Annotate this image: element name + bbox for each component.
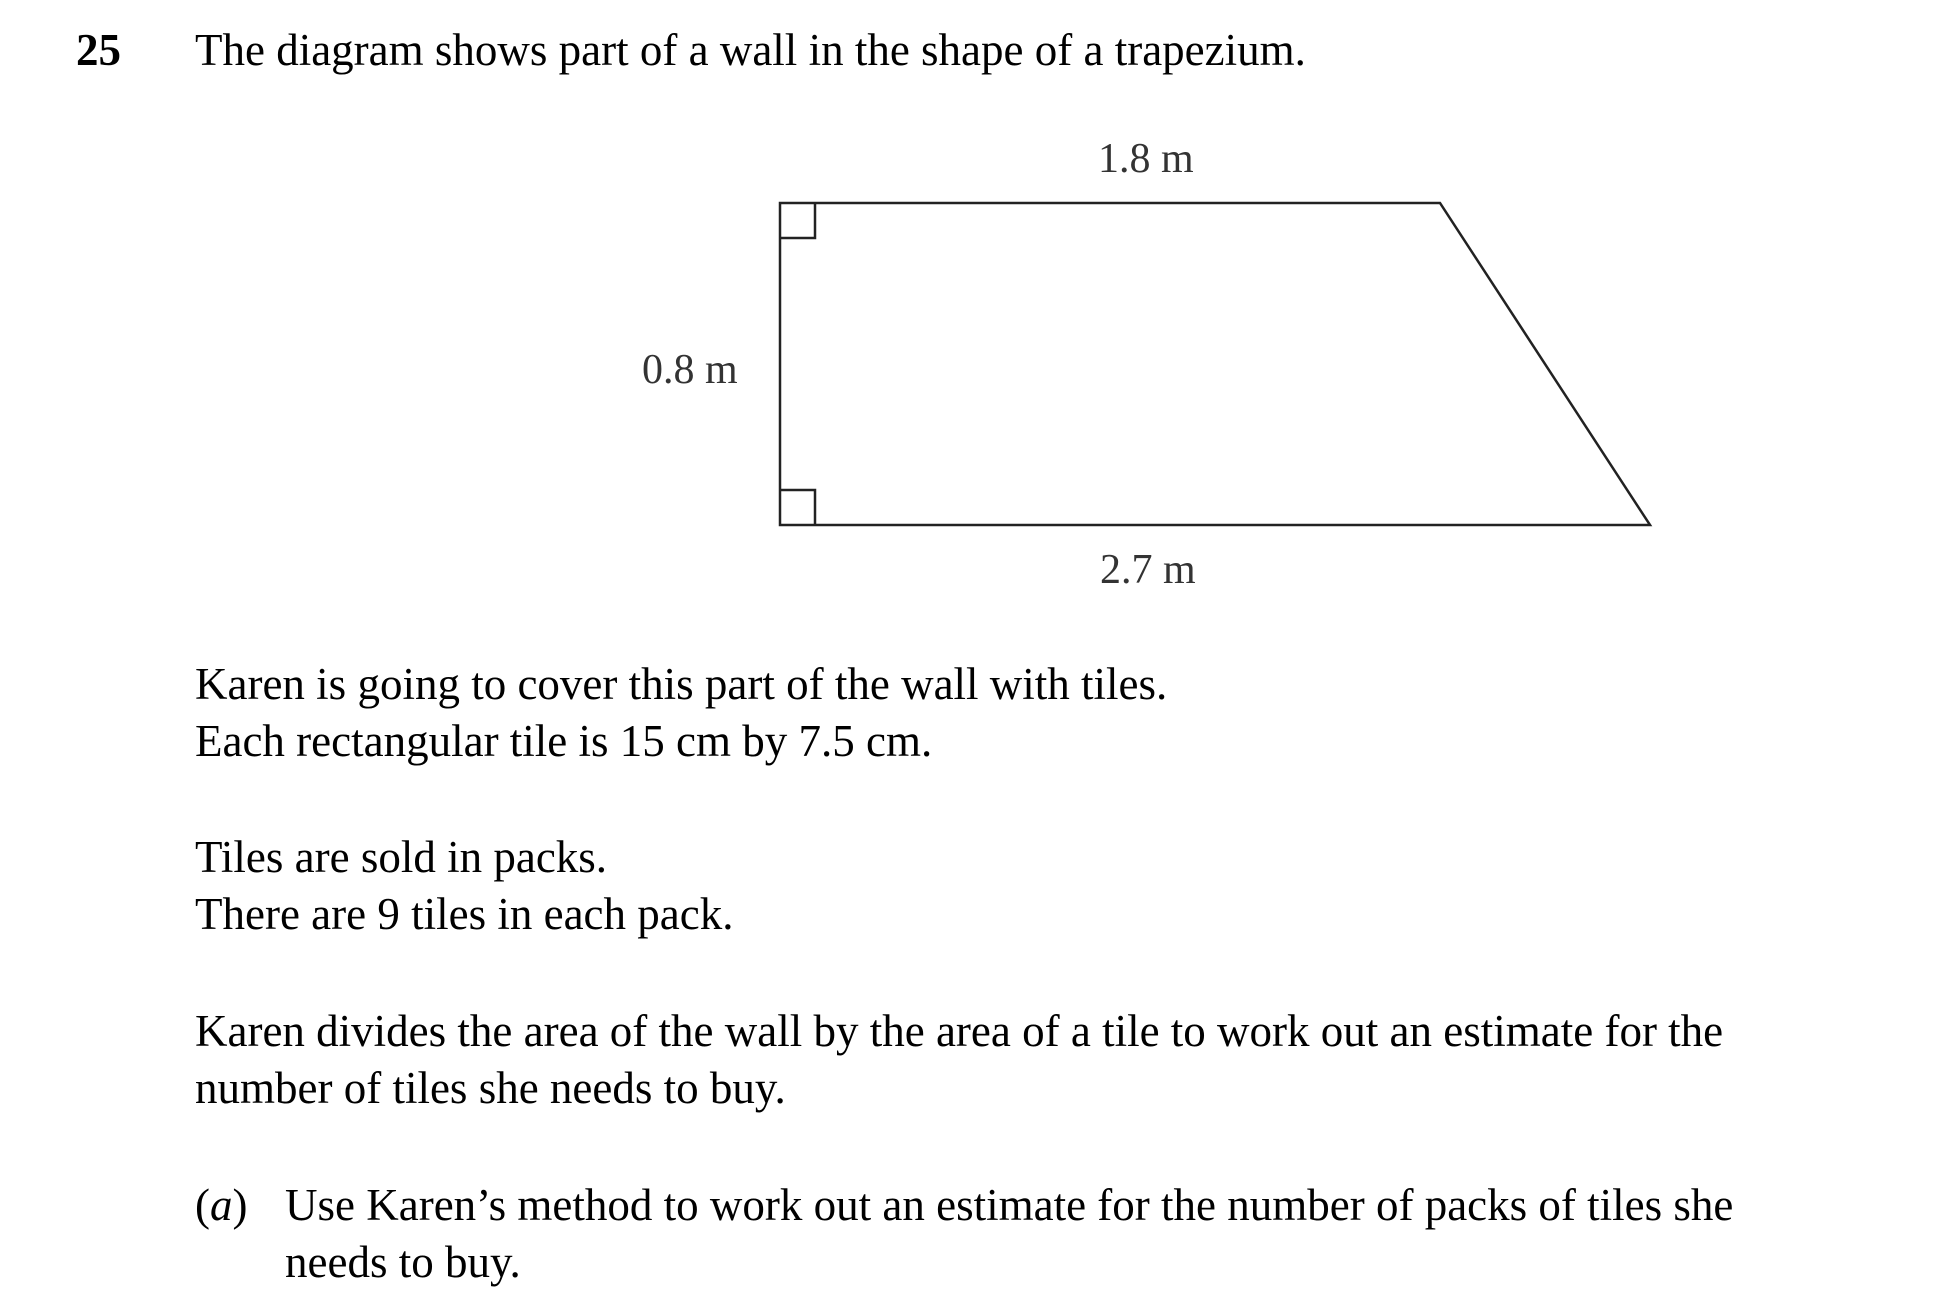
question-intro: The diagram shows part of a wall in the shape of a trapezium. bbox=[195, 25, 1306, 75]
part-a-question: Use Karen’s method to work out an estimate for the number of packs of tiles she bbox=[285, 1180, 1734, 1230]
bottom-side-label: 2.7 m bbox=[1100, 547, 1196, 593]
part-a-label: (a) bbox=[195, 1180, 248, 1230]
trapezium-diagram bbox=[0, 0, 1942, 620]
paragraph-line: Each rectangular tile is 15 cm by 7.5 cm. bbox=[195, 716, 933, 766]
trapezium-shape bbox=[780, 203, 1650, 525]
left-side-label: 0.8 m bbox=[642, 347, 738, 393]
right-angle-marker-bottom bbox=[780, 490, 815, 525]
top-side-label: 1.8 m bbox=[1098, 136, 1194, 182]
paragraph-line: Karen divides the area of the wall by the area of a tile to work out an estimate for the bbox=[195, 1006, 1724, 1056]
part-a-question: needs to buy. bbox=[285, 1237, 521, 1287]
paragraph-line: Karen is going to cover this part of the wall with tiles. bbox=[195, 659, 1168, 709]
paragraph-line: number of tiles she needs to buy. bbox=[195, 1063, 786, 1113]
paragraph-line: There are 9 tiles in each pack. bbox=[195, 889, 734, 939]
question-number: 25 bbox=[76, 25, 121, 75]
paragraph-line: Tiles are sold in packs. bbox=[195, 832, 608, 882]
right-angle-marker-top bbox=[780, 203, 815, 238]
